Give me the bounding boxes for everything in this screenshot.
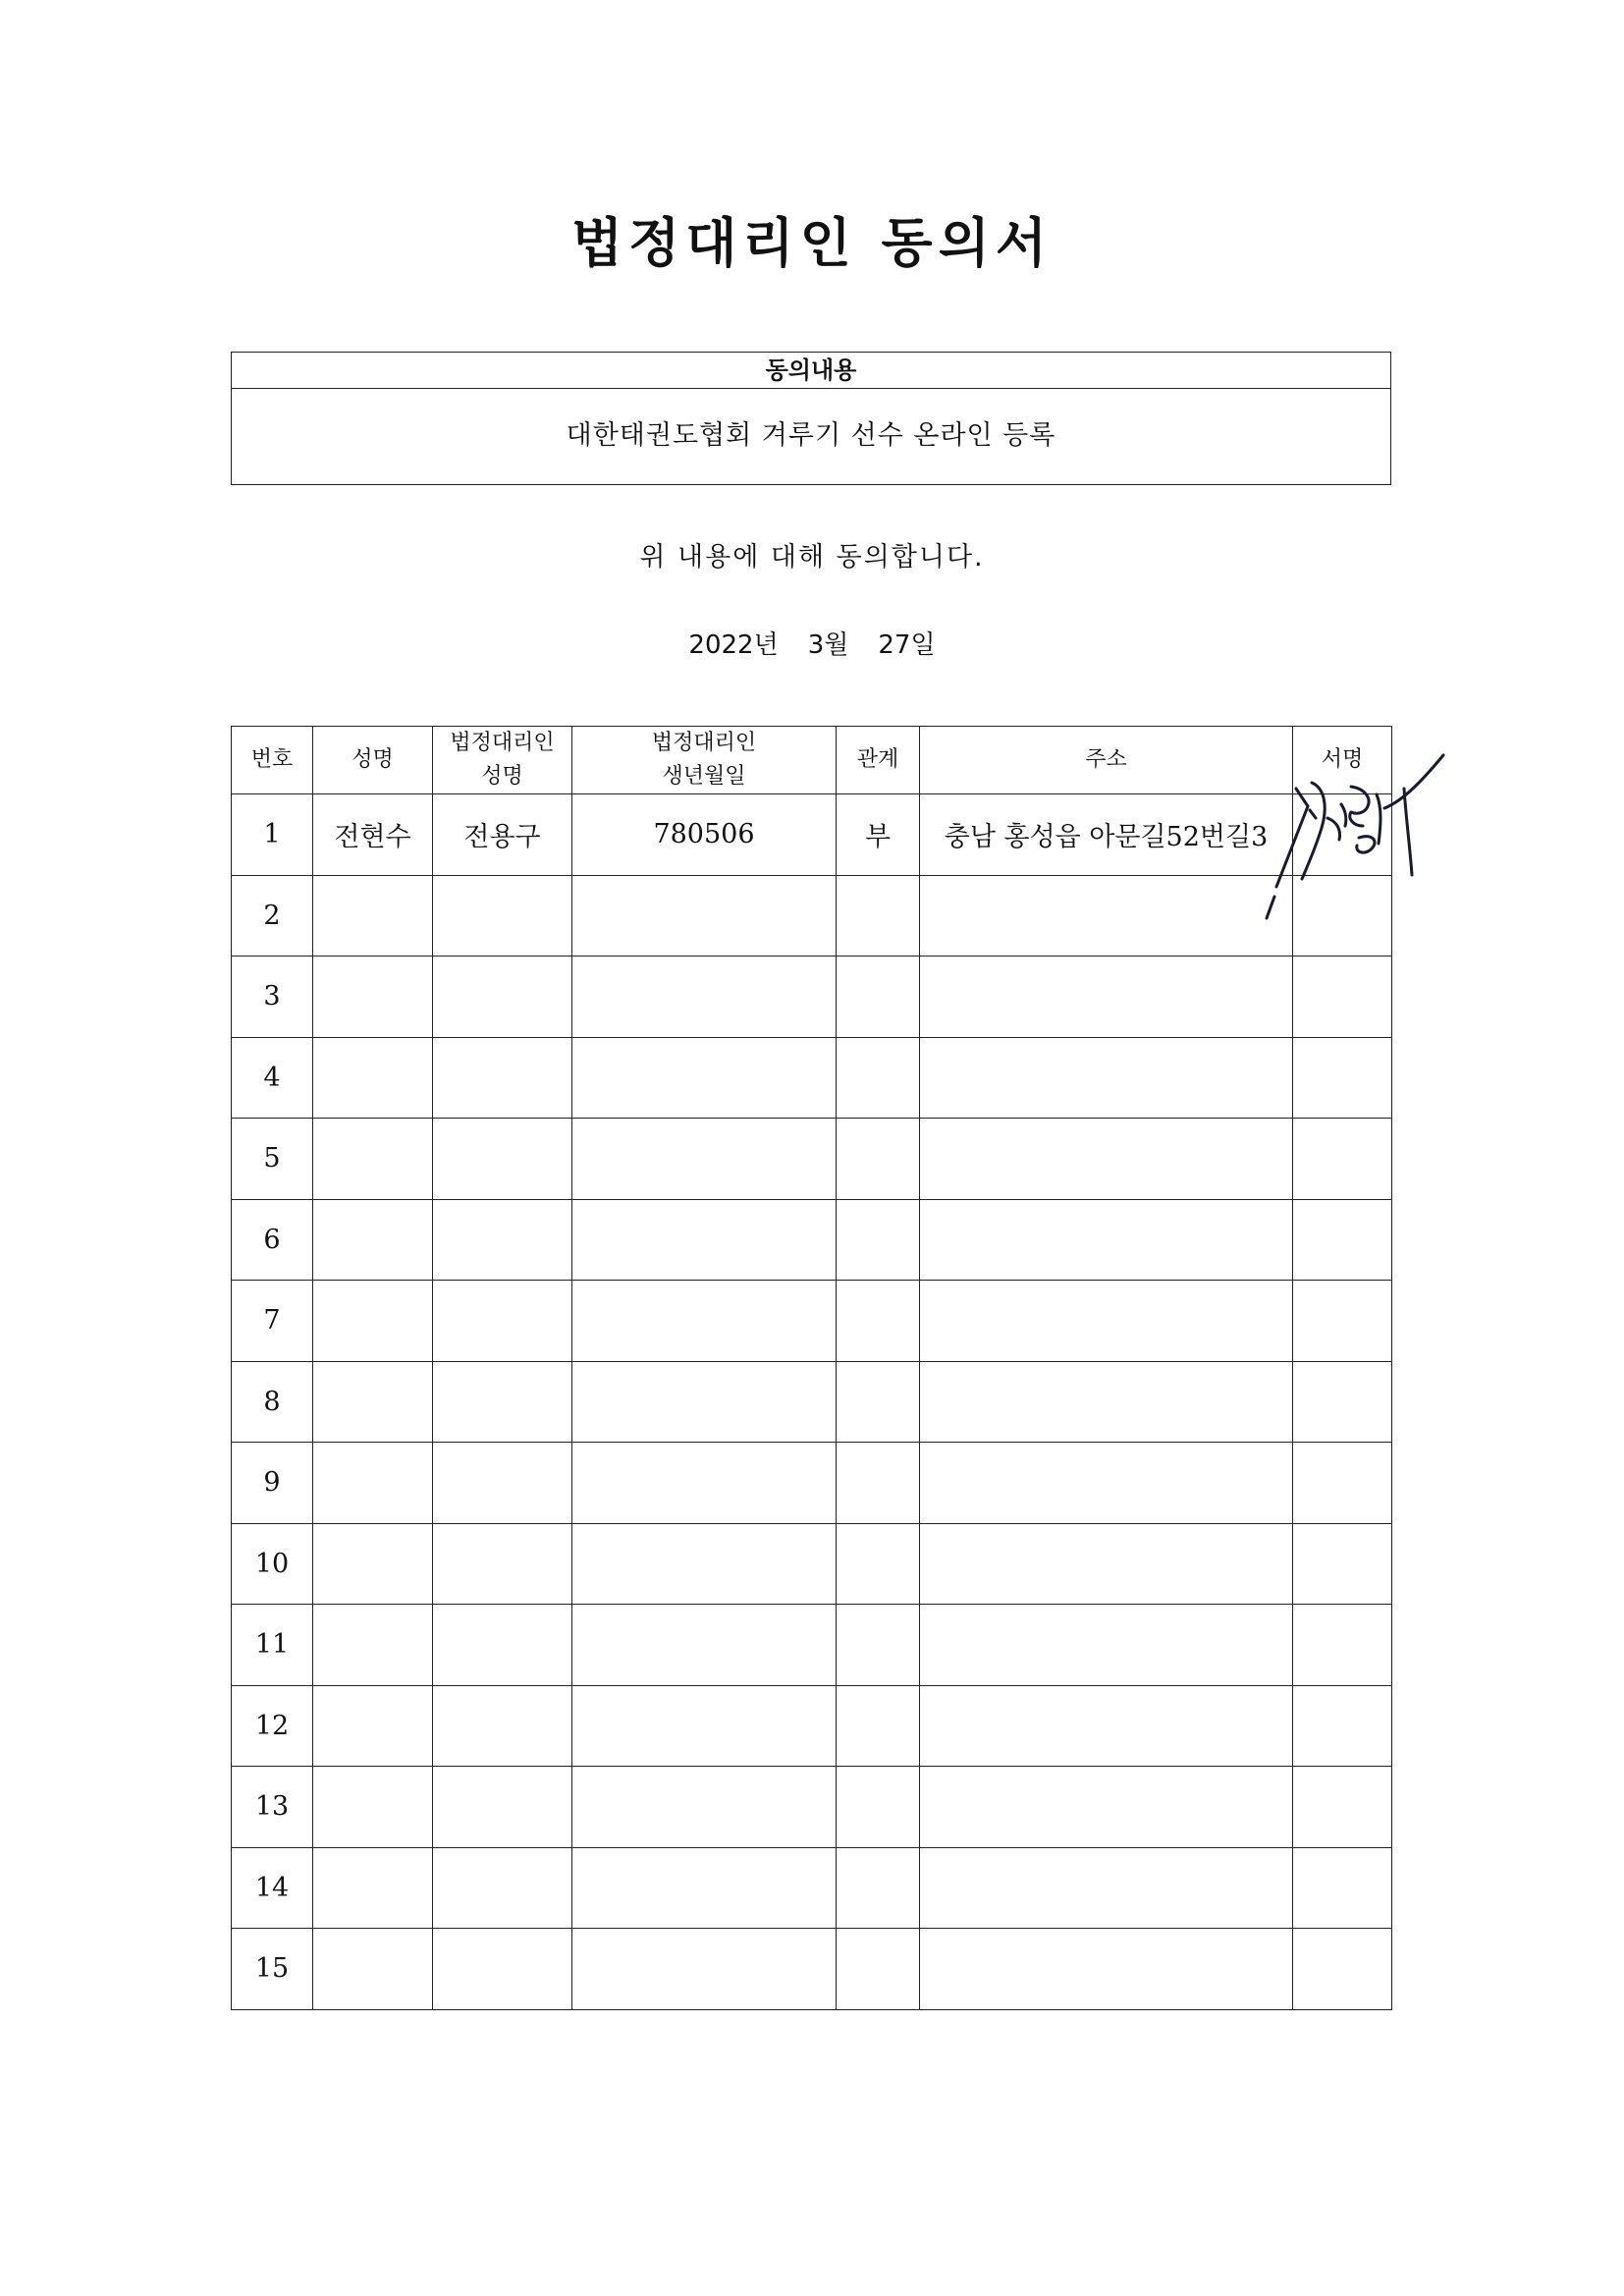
cell-name: 전현수 (313, 794, 433, 876)
cell-guardian-name (433, 1037, 572, 1119)
cell-name (313, 1119, 433, 1200)
cell-guardian-name (433, 1685, 572, 1767)
cell-no: 5 (232, 1119, 313, 1200)
cell-guardian-birth (572, 1767, 837, 1848)
cell-address: 충남 홍성읍 아문길52번길3 (920, 794, 1293, 876)
table-row (232, 1443, 1392, 1524)
cell-guardian-name (433, 1847, 572, 1929)
cell-address (920, 1361, 1293, 1443)
cell-address (920, 1037, 1293, 1119)
cell-no: 8 (232, 1361, 313, 1443)
cell-address (920, 957, 1293, 1038)
cell-signature (1293, 1199, 1392, 1281)
cell-no: 9 (232, 1443, 313, 1524)
cell-address (920, 1605, 1293, 1686)
cell-guardian-birth (572, 1119, 837, 1200)
cell-name (313, 1685, 433, 1767)
table-row (232, 1523, 1392, 1605)
cell-guardian-birth (572, 875, 837, 957)
cell-address (920, 875, 1293, 957)
agreement-text: 위 내용에 대해 동의합니다. (639, 542, 985, 573)
cell-name (313, 875, 433, 957)
table-header-row (232, 727, 1392, 794)
cell-name (313, 1929, 433, 2010)
cell-relation (837, 1037, 920, 1119)
handwritten-signature (1257, 749, 1502, 936)
cell-guardian-birth (572, 1361, 837, 1443)
cell-guardian-name (433, 957, 572, 1038)
cell-address (920, 1443, 1293, 1524)
cell-guardian-name (433, 1199, 572, 1281)
cell-name (313, 957, 433, 1038)
cell-relation (837, 1767, 920, 1848)
table-row (232, 1199, 1392, 1281)
cell-no: 7 (232, 1281, 313, 1362)
cell-name (313, 1605, 433, 1686)
table-row (232, 1119, 1392, 1200)
table-row (232, 794, 1392, 876)
cell-address (920, 1847, 1293, 1929)
cell-no: 4 (232, 1037, 313, 1119)
consent-body: 대한태권도협회 겨루기 선수 온라인 등록 (566, 420, 1056, 451)
cell-relation (837, 875, 920, 957)
col-header-guardian-birth: 법정대리인 생년월일 (572, 727, 837, 794)
consent-header: 동의내용 (232, 353, 1390, 389)
col-header-no: 번호 (232, 727, 313, 794)
cell-name (313, 1523, 433, 1605)
table-row (232, 1605, 1392, 1686)
cell-signature (1293, 1443, 1392, 1524)
cell-name (313, 1767, 433, 1848)
cell-no: 13 (232, 1767, 313, 1848)
document-title: 법정대리인 동의서 (570, 212, 1054, 274)
cell-guardian-birth (572, 1199, 837, 1281)
cell-relation (837, 1281, 920, 1362)
cell-guardian-name (433, 1767, 572, 1848)
cell-guardian-name (433, 1119, 572, 1200)
cell-signature (1293, 1037, 1392, 1119)
cell-relation (837, 1847, 920, 1929)
cell-no: 12 (232, 1685, 313, 1767)
cell-address (920, 1119, 1293, 1200)
cell-guardian-birth: 780506 (572, 794, 837, 876)
date-line (0, 625, 1624, 661)
cell-relation (837, 1605, 920, 1686)
cell-name (313, 1443, 433, 1524)
cell-relation (837, 1361, 920, 1443)
cell-no: 10 (232, 1523, 313, 1605)
col-header-guardian-name: 법정대리인 성명 (433, 727, 572, 794)
cell-relation (837, 957, 920, 1038)
cell-no: 14 (232, 1847, 313, 1929)
cell-guardian-birth (572, 1847, 837, 1929)
cell-relation (837, 1523, 920, 1605)
cell-no: 3 (232, 957, 313, 1038)
cell-no: 11 (232, 1605, 313, 1686)
cell-name (313, 1037, 433, 1119)
table-row (232, 1281, 1392, 1362)
cell-address (920, 1685, 1293, 1767)
col-header-relation: 관계 (837, 727, 920, 794)
cell-name (313, 1281, 433, 1362)
cell-no: 15 (232, 1929, 313, 2010)
guardian-table (231, 726, 1392, 2010)
cell-guardian-name (433, 1523, 572, 1605)
table-row (232, 1929, 1392, 2010)
consent-box (231, 352, 1391, 485)
cell-no: 6 (232, 1199, 313, 1281)
cell-guardian-name (433, 1605, 572, 1686)
cell-relation (837, 1685, 920, 1767)
cell-address (920, 1523, 1293, 1605)
cell-guardian-birth (572, 1929, 837, 2010)
date-month: 3월 (807, 630, 849, 660)
cell-address (920, 1767, 1293, 1848)
cell-relation: 부 (837, 794, 920, 876)
cell-name (313, 1199, 433, 1281)
cell-signature (1293, 1929, 1392, 2010)
table-row (232, 1685, 1392, 1767)
cell-guardian-birth (572, 957, 837, 1038)
cell-relation (837, 1199, 920, 1281)
cell-guardian-name (433, 875, 572, 957)
cell-no: 1 (232, 794, 313, 876)
col-header-signature: 서명 (1293, 727, 1392, 794)
cell-guardian-birth (572, 1685, 837, 1767)
cell-guardian-birth (572, 1523, 837, 1605)
col-header-name: 성명 (313, 727, 433, 794)
table-row (232, 1361, 1392, 1443)
cell-guardian-birth (572, 1443, 837, 1524)
cell-guardian-name (433, 1281, 572, 1362)
cell-guardian-birth (572, 1037, 837, 1119)
cell-guardian-birth (572, 1281, 837, 1362)
table-row (232, 957, 1392, 1038)
table-row (232, 1037, 1392, 1119)
cell-guardian-name (433, 1443, 572, 1524)
cell-relation (837, 1119, 920, 1200)
cell-signature (1293, 1119, 1392, 1200)
cell-address (920, 1281, 1293, 1362)
cell-signature (1293, 1847, 1392, 1929)
cell-address (920, 1929, 1293, 2010)
cell-signature (1293, 1281, 1392, 1362)
cell-relation (837, 1929, 920, 2010)
cell-relation (837, 1443, 920, 1524)
cell-guardian-birth (572, 1605, 837, 1686)
cell-signature (1293, 1361, 1392, 1443)
cell-no: 2 (232, 875, 313, 957)
cell-signature (1293, 1767, 1392, 1848)
cell-signature (1293, 1605, 1392, 1686)
col-header-address: 주소 (920, 727, 1293, 794)
date-day: 27일 (878, 630, 936, 660)
cell-signature (1293, 957, 1392, 1038)
cell-signature (1293, 1685, 1392, 1767)
table-row (232, 1767, 1392, 1848)
cell-signature (1293, 1523, 1392, 1605)
table-row (232, 875, 1392, 957)
cell-guardian-name (433, 1361, 572, 1443)
cell-address (920, 1199, 1293, 1281)
cell-guardian-name: 전용구 (433, 794, 572, 876)
cell-name (313, 1361, 433, 1443)
cell-name (313, 1847, 433, 1929)
cell-guardian-name (433, 1929, 572, 2010)
table-row (232, 1847, 1392, 1929)
date-year: 2022년 (688, 630, 779, 660)
